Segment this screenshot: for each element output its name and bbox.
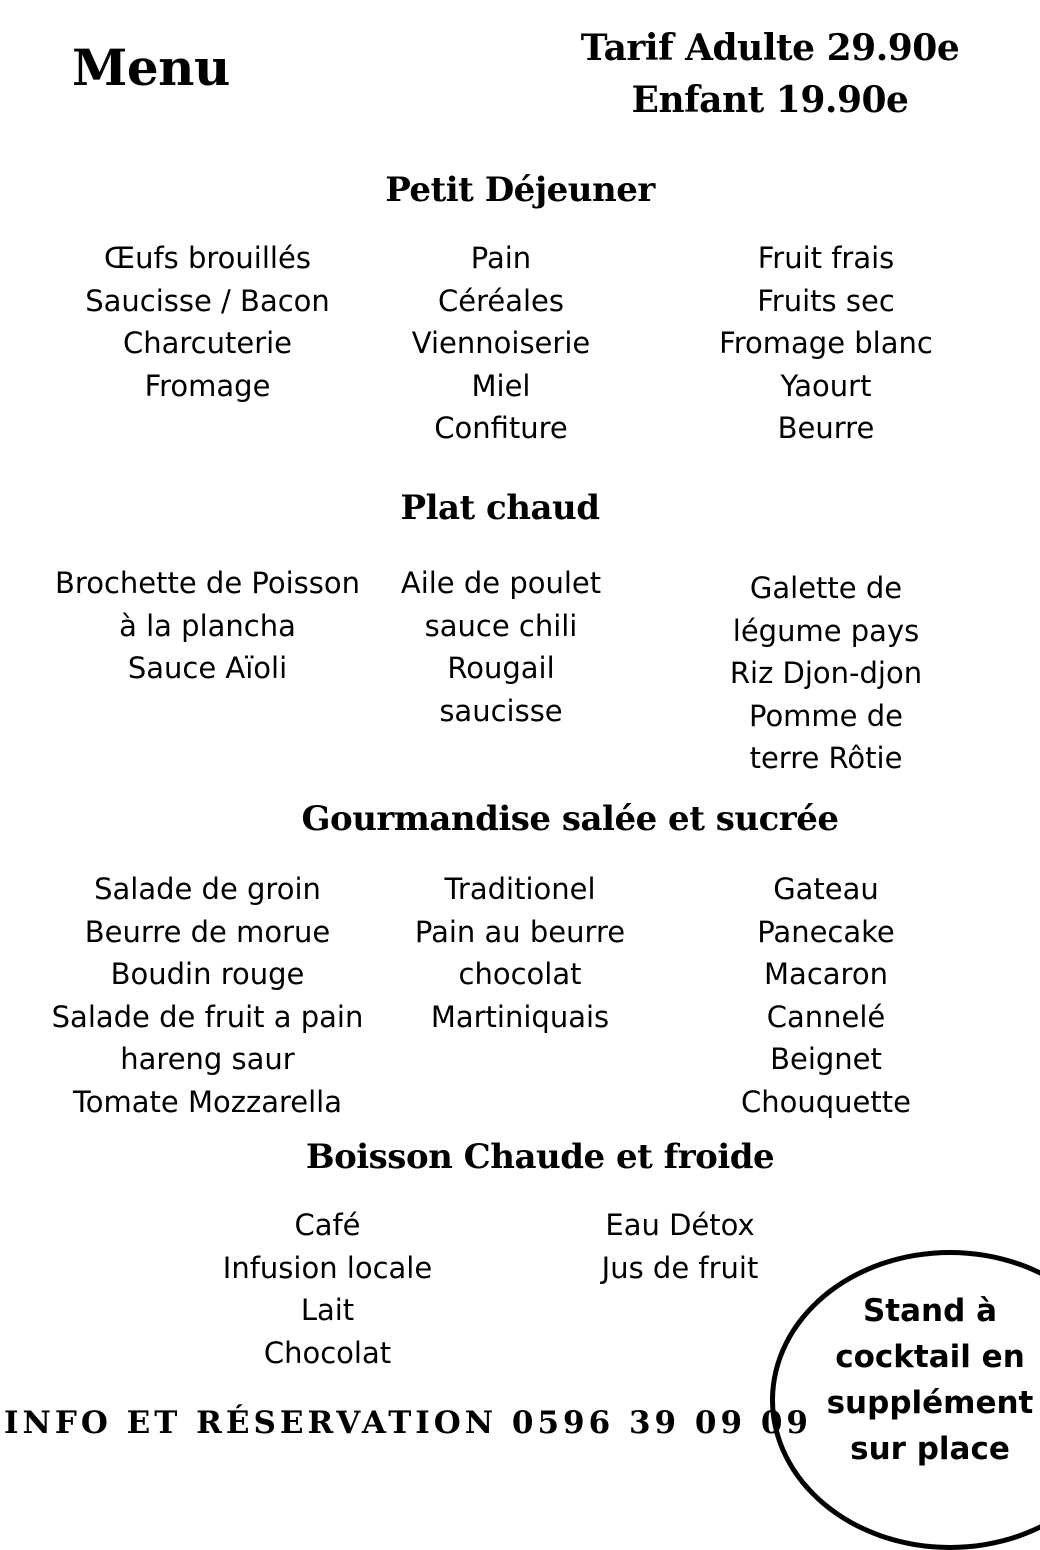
menu-item: chocolat xyxy=(458,957,582,992)
bubble-line: sur place xyxy=(850,1431,1010,1467)
adult-price: Tarif Adulte 29.90e xyxy=(580,27,960,69)
menu-item: Martiniquais xyxy=(430,999,610,1034)
menu-item: Beurre xyxy=(777,411,875,446)
cocktail-bubble-text xyxy=(820,1288,1040,1472)
menu-item: Boudin rouge xyxy=(110,957,305,992)
menu-item: Panecake xyxy=(757,914,895,949)
bubble-line: supplément xyxy=(826,1385,1034,1421)
menu-item: Lait xyxy=(300,1293,355,1328)
menu-item: Fromage xyxy=(144,368,271,403)
info-reservation-line: INFO ET RÉSERVATION 0596 39 09 09 xyxy=(4,1405,812,1441)
price-block xyxy=(560,22,980,126)
menu-item: sauce chili xyxy=(424,608,578,643)
menu-item: Infusion locale xyxy=(222,1250,433,1285)
menu-item: Miel xyxy=(471,368,531,403)
menu-item: légume pays xyxy=(732,613,920,648)
section-title-breakfast: Petit Déjeuner xyxy=(385,170,655,210)
menu-item: Rougail xyxy=(447,651,555,686)
breakfast-column-1 xyxy=(40,237,375,407)
menu-item: Traditionel xyxy=(444,872,596,906)
menu-item: Café xyxy=(294,1208,361,1242)
drinks-column-1 xyxy=(200,1204,455,1374)
menu-item: Pain xyxy=(470,241,532,275)
menu-item: Aile de poulet xyxy=(400,566,602,600)
menu-item: Cannelé xyxy=(766,999,886,1034)
hot-dish-column-2 xyxy=(385,562,617,732)
menu-item: Pain au beurre xyxy=(414,914,626,949)
menu-item: Fruits sec xyxy=(757,283,895,318)
menu-item: Jus de fruit xyxy=(601,1250,759,1285)
section-title-drinks: Boisson Chaude et froide xyxy=(305,1137,775,1177)
menu-item: saucisse xyxy=(439,693,563,728)
menu-item: Beurre de morue xyxy=(84,914,331,949)
menu-item: Eau Détox xyxy=(605,1208,755,1242)
menu-item: Salade de fruit a pain xyxy=(51,999,364,1034)
menu-item: Fruit frais xyxy=(757,241,895,275)
menu-item: Viennoiserie xyxy=(411,326,591,361)
menu-item: Beignet xyxy=(770,1042,882,1077)
menu-item: Pomme de xyxy=(748,698,903,733)
menu-item: Macaron xyxy=(764,957,888,992)
menu-item: Tomate Mozzarella xyxy=(73,1084,342,1119)
menu-item: Galette de xyxy=(749,571,903,605)
menu-item: Chocolat xyxy=(263,1335,392,1370)
treats-column-3 xyxy=(710,868,942,1124)
menu-item: Charcuterie xyxy=(122,326,293,361)
menu-item: Céréales xyxy=(438,283,564,318)
hot-dish-column-1 xyxy=(30,562,385,690)
bubble-line: Stand à xyxy=(862,1293,998,1329)
treats-column-1 xyxy=(30,868,385,1124)
menu-item: Saucisse / Bacon xyxy=(85,283,330,318)
menu-item: terre Rôtie xyxy=(749,741,903,776)
menu-item: Gateau xyxy=(773,872,879,906)
hot-dish-column-3 xyxy=(700,567,952,780)
menu-item: Confiture xyxy=(434,411,568,446)
menu-item: Riz Djon-djon xyxy=(729,656,923,691)
section-title-treats: Gourmandise salée et sucrée xyxy=(301,799,839,839)
menu-item: à la plancha xyxy=(119,608,296,643)
treats-column-2 xyxy=(390,868,650,1038)
page-title: Menu xyxy=(72,38,230,97)
breakfast-column-3 xyxy=(690,237,962,450)
menu-item: Yaourt xyxy=(780,368,872,403)
drinks-column-2 xyxy=(580,1204,780,1289)
menu-item: hareng saur xyxy=(120,1042,295,1077)
breakfast-column-2 xyxy=(370,237,632,450)
menu-item: Œufs brouillés xyxy=(104,241,311,275)
menu-item: Chouquette xyxy=(741,1084,911,1119)
child-price: Enfant 19.90e xyxy=(631,79,909,121)
section-title-hot-dish: Plat chaud xyxy=(400,488,600,528)
menu-item: Sauce Aïoli xyxy=(127,651,288,686)
menu-item: Fromage blanc xyxy=(719,326,933,361)
bubble-line: cocktail en xyxy=(835,1339,1025,1375)
menu-item: Brochette de Poisson xyxy=(55,566,360,600)
menu-item: Salade de groin xyxy=(94,872,321,906)
